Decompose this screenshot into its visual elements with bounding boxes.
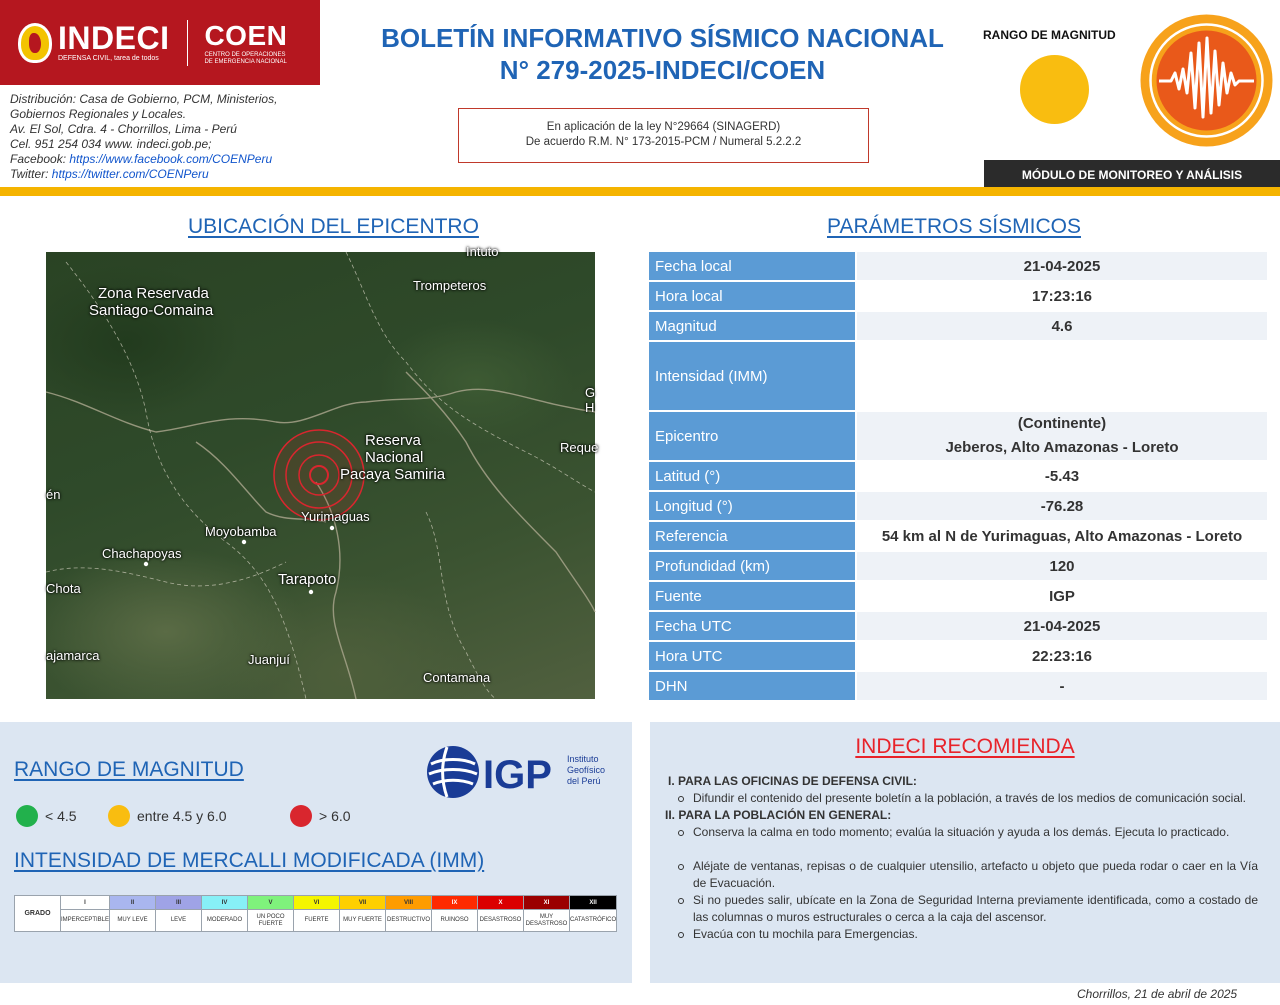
recommendations-panel <box>650 722 1280 983</box>
param-row <box>649 552 1267 580</box>
chachapoyas-marker <box>144 562 148 566</box>
rec-section-1: I. PARA LAS OFICINAS DE DEFENSA CIVIL: <box>668 774 917 788</box>
coen-logo <box>204 20 287 66</box>
grade-num: III <box>156 896 202 910</box>
contact-line1: Distribución: Casa de Gobierno, PCM, Ministerios, <box>10 92 278 106</box>
bulletin-title <box>330 22 995 86</box>
grade-desc: IMPERCEPTIBLE <box>61 910 110 932</box>
bulletin-title-line1: BOLETÍN INFORMATIVO SÍSMICO NACIONAL <box>381 23 944 53</box>
grade-num: VIII <box>386 896 432 910</box>
contact-line3: Av. El Sol, Cdra. 4 - Chorrillos, Lima - Perú <box>10 122 237 136</box>
contact-info <box>10 92 277 182</box>
law-line2: De acuerdo R.M. N° 173-2015-PCM / Numeral 5.2.2.2 <box>525 136 802 148</box>
indeci-logo-text: INDECI <box>58 20 170 56</box>
grade-num: XI <box>524 896 570 910</box>
module-bar: MÓDULO DE MONITOREO Y ANÁLISIS <box>984 160 1280 187</box>
law-line1: En aplicación de la ley N°29664 (SINAGERD) <box>546 121 781 133</box>
logo-bar <box>0 0 320 85</box>
grade-num: V <box>248 896 294 910</box>
grade-num: VI <box>294 896 340 910</box>
param-value: -76.28 <box>855 492 1267 520</box>
param-row <box>649 312 1267 340</box>
grade-num: II <box>110 896 156 910</box>
grade-desc: FUERTE <box>294 910 340 932</box>
mercalli-title: INTENSIDAD DE MERCALLI MODIFICADA (IMM) <box>14 849 485 872</box>
twitter-link[interactable]: https://twitter.com/COENPeru <box>51 167 209 181</box>
map-label-moyobamba: Moyobamba <box>205 524 277 539</box>
seismograph-logo-icon <box>1139 13 1274 148</box>
map-overlay <box>46 252 595 699</box>
param-label: Hora UTC <box>649 642 855 670</box>
footer-date: Chorrillos, 21 de abril de 2025 <box>1077 987 1238 1001</box>
param-label: Profundidad (km) <box>649 552 855 580</box>
param-value: 120 <box>855 552 1267 580</box>
grade-desc: DESTRUCTIVO <box>386 910 432 932</box>
param-value: - <box>855 672 1267 700</box>
facebook-label: Facebook: <box>10 152 70 166</box>
param-row <box>649 342 1267 410</box>
coen-logo-text: COEN <box>204 19 288 51</box>
param-value: 54 km al N de Yurimaguas, Alto Amazonas - Loreto <box>855 522 1267 550</box>
param-label: Hora local <box>649 282 855 310</box>
law-box <box>458 108 869 163</box>
magnitude-panel <box>0 722 632 983</box>
twitter-line <box>10 167 277 182</box>
list-item: Aléjate de ventanas, repisas o de cualquier utensilio, artefacto u objeto que pueda rodar o caer en la Vía de Evacuación. <box>693 859 1258 890</box>
coen-sub2: DE EMERGENCIA NACIONAL <box>204 58 287 65</box>
header-divider <box>0 187 1280 196</box>
param-value: 21-04-2025 <box>855 252 1267 280</box>
epicenter-title: UBICACIÓN DEL EPICENTRO <box>188 215 479 238</box>
rec-list-2 <box>665 824 1258 841</box>
grade-num: VII <box>340 896 386 910</box>
map-label-contamana: Contamana <box>423 670 491 685</box>
rec-list-3 <box>665 858 1258 943</box>
rec-section-2: II. PARA LA POBLACIÓN EN GENERAL: <box>665 808 892 822</box>
epicenter-place: Jeberos, Alto Amazonas - Loreto <box>945 439 1179 456</box>
rec-list-1 <box>665 790 1258 807</box>
magnitude-range-indicator <box>1020 55 1089 124</box>
param-value: 22:23:16 <box>855 642 1267 670</box>
grade-desc: RUINOSO <box>432 910 478 932</box>
param-row <box>649 612 1267 640</box>
grade-desc: CATASTRÓFICO <box>570 910 617 932</box>
magnitude-title: RANGO DE MAGNITUD <box>14 758 244 781</box>
grade-label: GRADO <box>15 896 61 932</box>
param-row <box>649 282 1267 310</box>
yellow-dot-icon <box>108 805 130 827</box>
map-label-requena: Reque <box>560 440 599 455</box>
map-label-zona-2: Santiago-Comaina <box>89 302 214 319</box>
map-label-en-edge: én <box>46 487 61 502</box>
list-item: Si no puedes salir, ubícate en la Zona de Seguridad Interna previamente identificada, como a costado de las columnas o muros estructurales o cerca a la caja del ascensor. <box>693 893 1258 924</box>
legend-high-label: > 6.0 <box>319 808 351 824</box>
legend-low <box>16 805 77 827</box>
param-label: Fecha local <box>649 252 855 280</box>
map-label-juanjui: Juanjuí <box>248 652 290 667</box>
param-label: Longitud (°) <box>649 492 855 520</box>
epicenter-type: (Continente) <box>1017 415 1107 432</box>
map-label-cajamarca: ajamarca <box>46 648 100 663</box>
map-label-yurimaguas: Yurimaguas <box>301 509 370 524</box>
igp-sub2: Geofísico <box>567 765 606 775</box>
coen-sub1: CENTRO DE OPERACIONES <box>204 51 286 58</box>
facebook-link[interactable]: https://www.facebook.com/COENPeru <box>69 152 273 166</box>
range-title: RANGO DE MAGNITUD <box>983 28 1116 42</box>
list-item: Evacúa con tu mochila para Emergencias. <box>693 926 1258 943</box>
moyobamba-marker <box>242 540 246 544</box>
tarapoto-marker <box>309 590 313 594</box>
legend-low-label: < 4.5 <box>45 808 77 824</box>
param-label: Fecha UTC <box>649 612 855 640</box>
legend-mid-label: entre 4.5 y 6.0 <box>137 808 227 824</box>
indeci-emblem-icon <box>18 23 52 63</box>
param-row <box>649 642 1267 670</box>
param-row <box>649 412 1267 460</box>
map-label-zona-1: Zona Reservada <box>98 285 209 302</box>
grade-desc: MUY DESASTROSO <box>524 910 570 932</box>
parameters-title: PARÁMETROS SÍSMICOS <box>827 215 1081 238</box>
map-label-h-edge: H <box>585 400 595 415</box>
igp-sub3: del Perú <box>567 776 601 786</box>
grade-num: XII <box>570 896 617 910</box>
green-dot-icon <box>16 805 38 827</box>
map-label-reserva-3: Pacaya Samiria <box>340 466 446 483</box>
grade-desc: MODERADO <box>202 910 248 932</box>
param-label: Intensidad (IMM) <box>649 342 855 410</box>
parameters-table <box>649 250 1267 702</box>
param-value: IGP <box>855 582 1267 610</box>
grade-desc: MUY LEVE <box>110 910 156 932</box>
legend-mid <box>108 805 227 827</box>
param-label: Epicentro <box>649 412 855 460</box>
map-label-g-edge: G <box>585 385 596 400</box>
param-label: Fuente <box>649 582 855 610</box>
map-label-chota: Chota <box>46 581 81 596</box>
param-value: 21-04-2025 <box>855 612 1267 640</box>
map-label-tarapoto: Tarapoto <box>278 571 337 588</box>
param-value <box>855 342 1267 410</box>
map-label-trompeteros: Trompeteros <box>413 278 487 293</box>
grade-num: IV <box>202 896 248 910</box>
grade-desc: LEVE <box>156 910 202 932</box>
grade-desc: UN POCO FUERTE <box>248 910 294 932</box>
param-row <box>649 582 1267 610</box>
map-label-chachapoyas: Chachapoyas <box>102 546 182 561</box>
grade-num: I <box>61 896 110 910</box>
rec-spacer <box>665 841 1258 858</box>
param-value <box>855 412 1267 460</box>
yurimaguas-marker <box>330 526 334 530</box>
igp-name: IGP <box>483 753 552 797</box>
igp-sub1: Instituto <box>567 754 599 764</box>
red-dot-icon <box>290 805 312 827</box>
grade-num: IX <box>432 896 478 910</box>
mercalli-table <box>14 895 617 932</box>
map-label-reserva-1: Reserva <box>365 432 421 449</box>
indeci-tagline: DEFENSA CIVIL, tarea de todos <box>58 55 159 62</box>
param-row <box>649 672 1267 700</box>
list-item: Conserva la calma en todo momento; evalúa la situación y ayuda a los demás. Ejecuta lo practicado. <box>693 824 1258 841</box>
param-label: Magnitud <box>649 312 855 340</box>
contact-line4: Cel. 951 254 034 www. indeci.gob.pe; <box>10 137 212 151</box>
param-row <box>649 252 1267 280</box>
param-row <box>649 492 1267 520</box>
param-value: -5.43 <box>855 462 1267 490</box>
recommendations-title: INDECI RECOMIENDA <box>855 735 1075 758</box>
grade-desc: DESASTROSO <box>478 910 524 932</box>
igp-logo-icon <box>425 744 625 800</box>
legend-high <box>290 805 351 827</box>
map-label-reserva-2: Nacional <box>365 449 424 466</box>
recommendations-body <box>665 773 1258 943</box>
bulletin-number: N° 279-2025-INDECI/COEN <box>499 55 826 85</box>
epicenter-map <box>46 244 599 699</box>
logo-divider <box>187 20 188 66</box>
param-value: 17:23:16 <box>855 282 1267 310</box>
grade-num: X <box>478 896 524 910</box>
param-label: Referencia <box>649 522 855 550</box>
map-label-intuto: Intuto <box>466 244 499 259</box>
facebook-line <box>10 152 277 167</box>
twitter-label: Twitter: <box>10 167 52 181</box>
list-item: Difundir el contenido del presente boletín a la población, a través de los medios de comunicación social. <box>693 790 1258 807</box>
param-row <box>649 462 1267 490</box>
param-label: Latitud (°) <box>649 462 855 490</box>
grade-desc: MUY FUERTE <box>340 910 386 932</box>
indeci-logo <box>58 22 169 63</box>
contact-line2: Gobiernos Regionales y Locales. <box>10 107 187 121</box>
param-label: DHN <box>649 672 855 700</box>
param-value: 4.6 <box>855 312 1267 340</box>
param-row <box>649 522 1267 550</box>
